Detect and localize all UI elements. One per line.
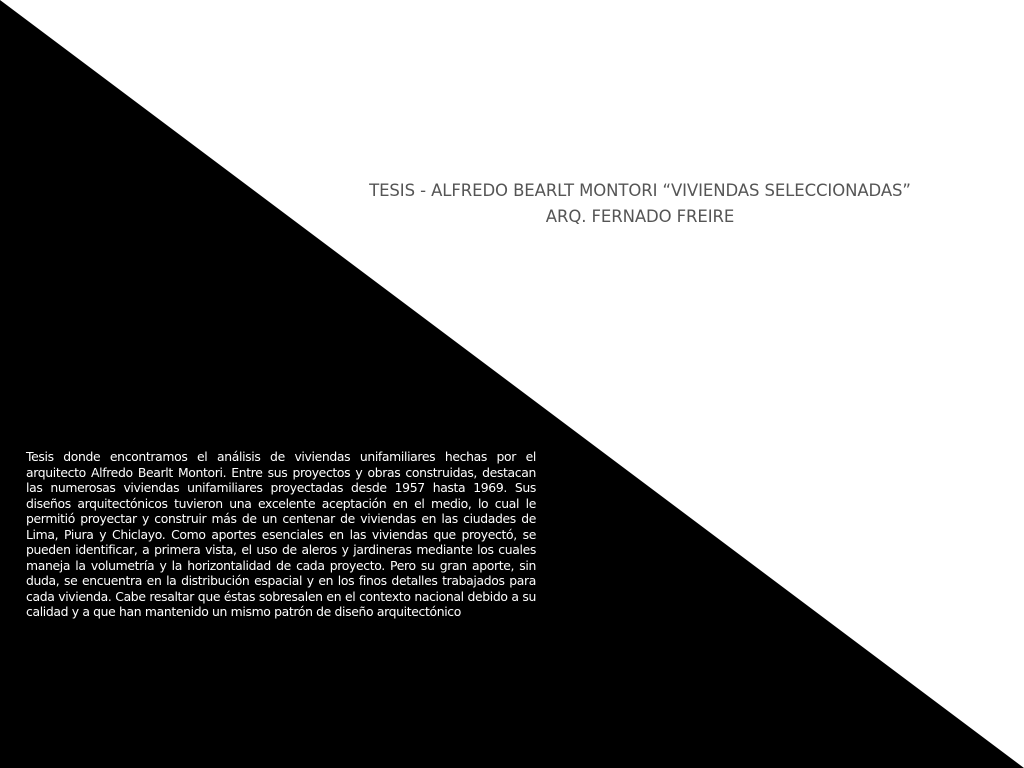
title-line-2: ARQ. FERNADO FREIRE: [545, 207, 735, 226]
title-line-1: TESIS - ALFREDO BEARLT MONTORI “VIVIENDAS SELECCIONADAS”: [369, 181, 911, 200]
description-paragraph: Tesis donde encontramos el análisis de viviendas unifamiliares hechas por el arquitecto Alfredo Bearlt Montori. Entre sus proyectos y obras construidas, destacan las numerosas viviendas unifamiliares proyectadas desde 1957 hasta 1969. Sus diseños arquitectónicos tuvieron una excelente aceptación en el medio, lo cual le permitió proyectar y construir más de un centenar de viviendas en las ciudades de Lima, Piura y Chiclayo. Como aportes esenciales en las viviendas que proyectó, se pueden identificar, a primera vista, el uso de aleros y jardineras mediante los cuales maneja la volumetría y la horizontalidad de cada proyecto. Pero su gran aporte, sin duda, se encuentra en la distribución espacial y en los finos detalles trabajados para cada vivienda. Cabe resaltar que éstas sobresalen en el contexto nacional debido a su calidad y a que han mantenido un mismo patrón de diseño arquitectónico: [26, 449, 536, 619]
slide-title: [290, 178, 990, 230]
